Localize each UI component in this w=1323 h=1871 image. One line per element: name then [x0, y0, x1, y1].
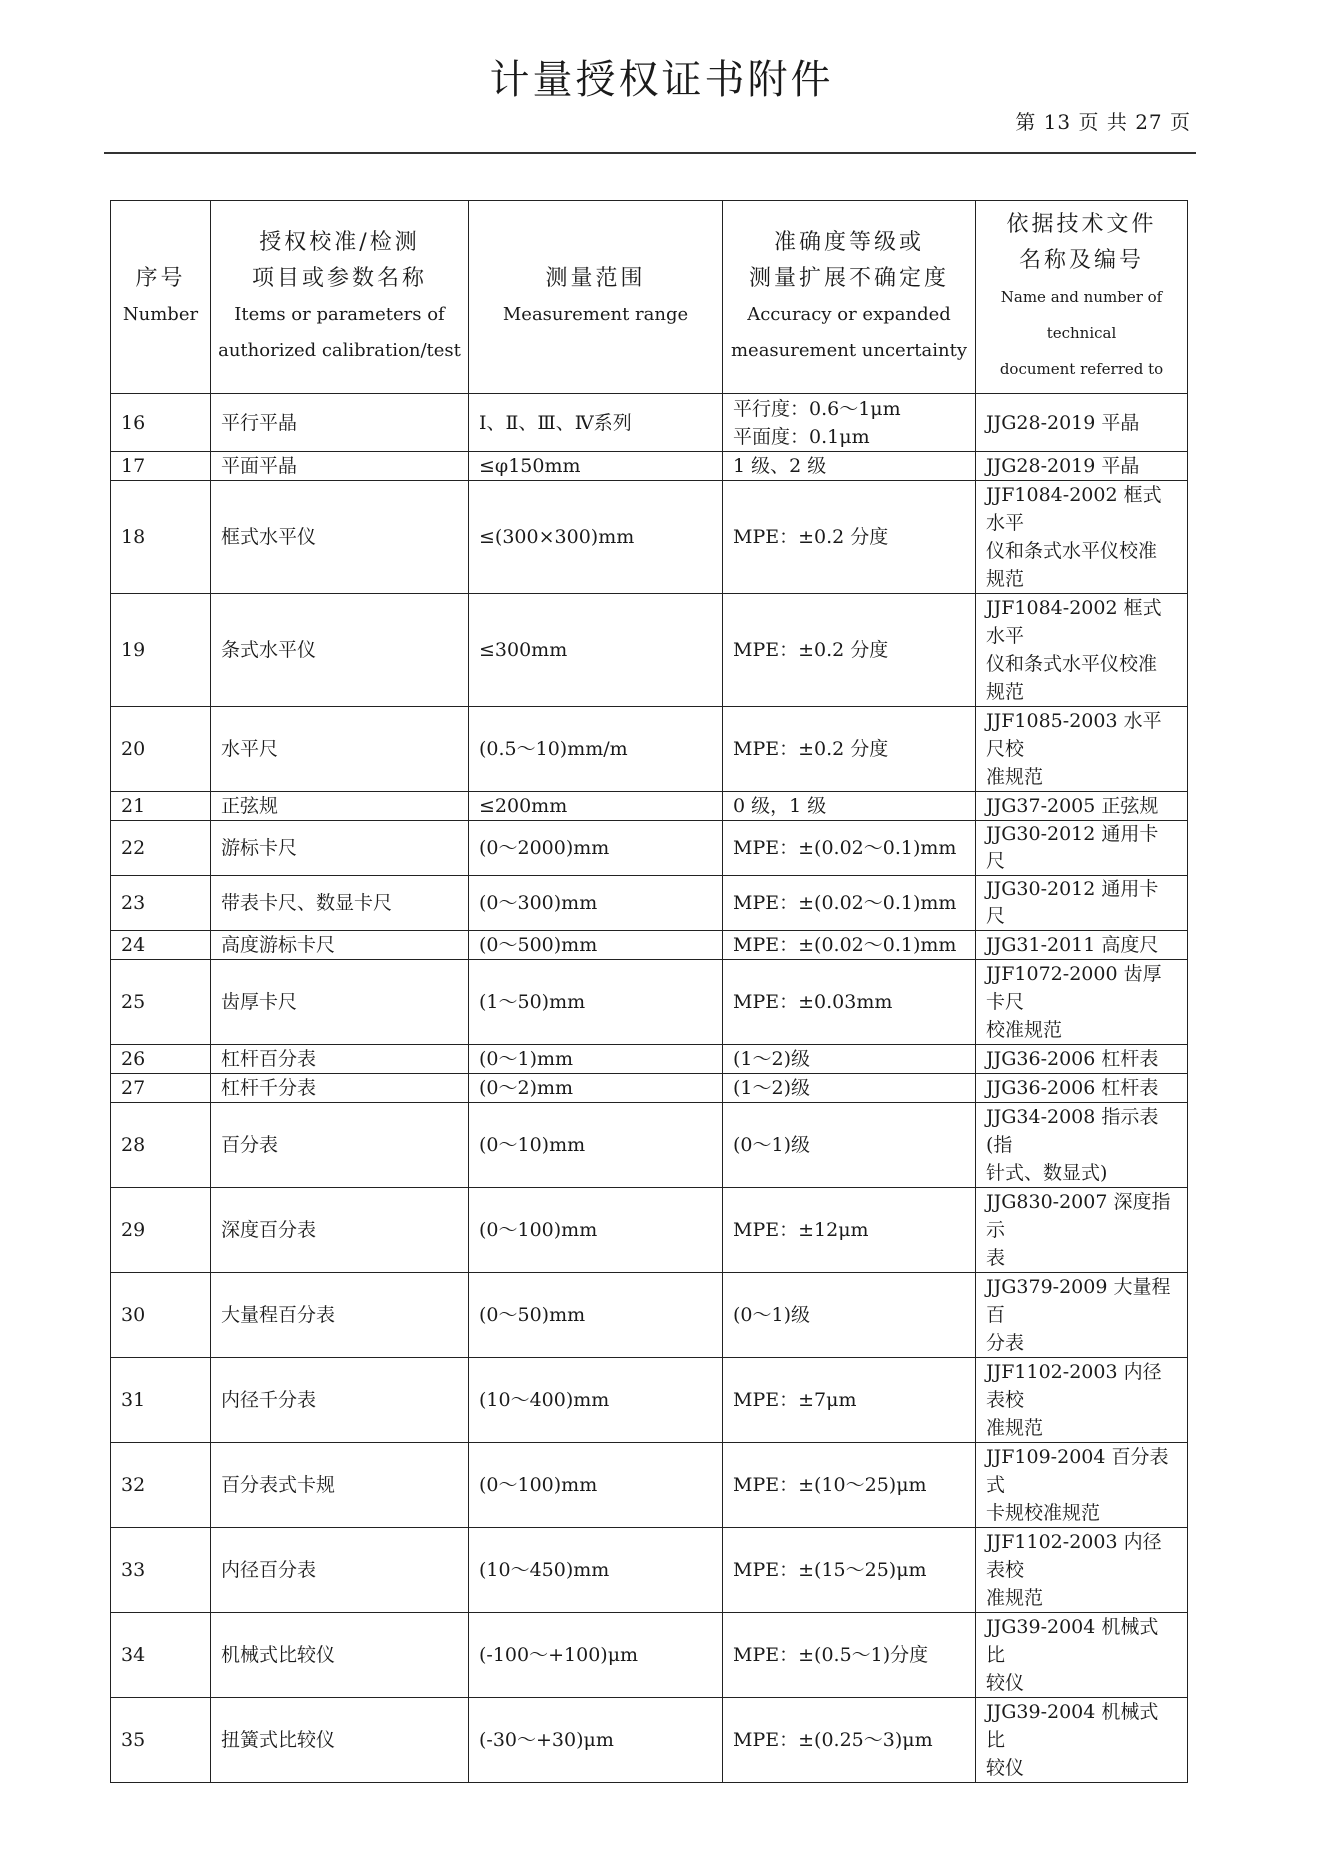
header-item-en-1: Items or parameters of: [234, 304, 445, 325]
cell-measurement-range: ≤200mm: [469, 792, 723, 821]
table-row: [111, 481, 1188, 594]
header-document-en-1: Name and number of: [1000, 288, 1163, 306]
header-document-en-3: document referred to: [999, 360, 1164, 378]
cell-number: 30: [111, 1273, 211, 1358]
cell-reference-document: JJF1102-2003 内径表校 准规范: [976, 1528, 1188, 1613]
cell-reference-document: JJG31-2011 高度尺: [976, 931, 1188, 960]
cell-item-name: 水平尺: [211, 707, 469, 792]
header-range-cn: 测量范围: [545, 266, 646, 291]
header-document: [976, 201, 1188, 394]
cell-item-name: 框式水平仪: [211, 481, 469, 594]
header-number-cn: 序号: [135, 266, 186, 291]
cell-measurement-range: (10～450)mm: [469, 1528, 723, 1613]
cell-item-name: 杠杆千分表: [211, 1074, 469, 1103]
cell-measurement-range: (0～300)mm: [469, 876, 723, 931]
cell-accuracy: MPE：±0.2 分度: [723, 594, 976, 707]
cell-accuracy: (1～2)级: [723, 1074, 976, 1103]
cell-accuracy: MPE：±7μm: [723, 1358, 976, 1443]
cell-accuracy: 平行度：0.6～1μm 平面度：0.1μm: [723, 394, 976, 452]
table-row: [111, 876, 1188, 931]
cell-measurement-range: (0～100)mm: [469, 1443, 723, 1528]
table-row: [111, 821, 1188, 876]
cell-accuracy: MPE：±0.2 分度: [723, 481, 976, 594]
header-number: [111, 201, 211, 394]
cell-measurement-range: (0～1)mm: [469, 1045, 723, 1074]
cell-number: 29: [111, 1188, 211, 1273]
table-row: [111, 594, 1188, 707]
table-row: [111, 1613, 1188, 1698]
table-header-row: [111, 201, 1188, 394]
cell-reference-document: JJG28-2019 平晶: [976, 452, 1188, 481]
cell-accuracy: MPE：±(0.5～1)分度: [723, 1613, 976, 1698]
header-item-cn-1: 授权校准/检测: [259, 230, 420, 255]
cell-item-name: 平行平晶: [211, 394, 469, 452]
cell-measurement-range: (0.5～10)mm/m: [469, 707, 723, 792]
header-item-cn-2: 项目或参数名称: [251, 266, 427, 291]
cell-reference-document: JJG39-2004 机械式比 较仪: [976, 1698, 1188, 1783]
cell-accuracy: MPE：±12μm: [723, 1188, 976, 1273]
header-accuracy-cn-1: 准确度等级或: [773, 230, 924, 255]
cell-accuracy: MPE：±(0.02～0.1)mm: [723, 876, 976, 931]
header-document-en-2: technical: [1046, 324, 1117, 342]
authorization-table: [110, 200, 1188, 1783]
cell-accuracy: 1 级、2 级: [723, 452, 976, 481]
cell-measurement-range: (0～100)mm: [469, 1188, 723, 1273]
cell-accuracy: MPE：±(15～25)μm: [723, 1528, 976, 1613]
cell-measurement-range: ≤(300×300)mm: [469, 481, 723, 594]
table-row: [111, 1443, 1188, 1528]
cell-measurement-range: (-100～+100)μm: [469, 1613, 723, 1698]
cell-number: 25: [111, 960, 211, 1045]
cell-item-name: 深度百分表: [211, 1188, 469, 1273]
cell-item-name: 正弦规: [211, 792, 469, 821]
cell-measurement-range: (0～10)mm: [469, 1103, 723, 1188]
table-row: [111, 1273, 1188, 1358]
cell-reference-document: JJG37-2005 正弦规: [976, 792, 1188, 821]
cell-reference-document: JJG30-2012 通用卡尺: [976, 821, 1188, 876]
table-row: [111, 394, 1188, 452]
header-accuracy-en-2: measurement uncertainty: [730, 340, 968, 361]
cell-accuracy: 0 级，1 级: [723, 792, 976, 821]
cell-accuracy: (0～1)级: [723, 1273, 976, 1358]
cell-item-name: 百分表式卡规: [211, 1443, 469, 1528]
header-accuracy-en-1: Accuracy or expanded: [747, 304, 951, 325]
cell-number: 22: [111, 821, 211, 876]
cell-number: 17: [111, 452, 211, 481]
cell-number: 26: [111, 1045, 211, 1074]
header-divider: [104, 152, 1196, 154]
cell-item-name: 机械式比较仪: [211, 1613, 469, 1698]
cell-number: 23: [111, 876, 211, 931]
cell-reference-document: JJF1072-2000 齿厚卡尺 校准规范: [976, 960, 1188, 1045]
page-title: 计量授权证书附件: [489, 57, 834, 103]
cell-reference-document: JJG28-2019 平晶: [976, 394, 1188, 452]
cell-reference-document: JJF1084-2002 框式水平 仪和条式水平仪校准 规范: [976, 594, 1188, 707]
cell-number: 35: [111, 1698, 211, 1783]
cell-item-name: 游标卡尺: [211, 821, 469, 876]
page-number: 第 13 页 共 27 页: [1015, 110, 1191, 134]
cell-number: 34: [111, 1613, 211, 1698]
header-range: [469, 201, 723, 394]
cell-number: 33: [111, 1528, 211, 1613]
cell-measurement-range: (0～500)mm: [469, 931, 723, 960]
cell-measurement-range: (0～50)mm: [469, 1273, 723, 1358]
cell-measurement-range: ≤φ150mm: [469, 452, 723, 481]
cell-item-name: 齿厚卡尺: [211, 960, 469, 1045]
cell-accuracy: MPE：±(0.02～0.1)mm: [723, 931, 976, 960]
cell-number: 19: [111, 594, 211, 707]
cell-reference-document: JJF109-2004 百分表式 卡规校准规范: [976, 1443, 1188, 1528]
cell-measurement-range: Ⅰ、Ⅱ、Ⅲ、Ⅳ系列: [469, 394, 723, 452]
cell-item-name: 平面平晶: [211, 452, 469, 481]
cell-reference-document: JJG34-2008 指示表(指 针式、数显式): [976, 1103, 1188, 1188]
table-row: [111, 1103, 1188, 1188]
cell-measurement-range: (0～2000)mm: [469, 821, 723, 876]
cell-accuracy: MPE：±0.03mm: [723, 960, 976, 1045]
table-row: [111, 931, 1188, 960]
table-row: [111, 792, 1188, 821]
cell-accuracy: MPE：±(10～25)μm: [723, 1443, 976, 1528]
cell-number: 24: [111, 931, 211, 960]
cell-number: 31: [111, 1358, 211, 1443]
cell-reference-document: JJF1085-2003 水平尺校 准规范: [976, 707, 1188, 792]
cell-item-name: 内径千分表: [211, 1358, 469, 1443]
cell-number: 32: [111, 1443, 211, 1528]
cell-item-name: 扭簧式比较仪: [211, 1698, 469, 1783]
cell-number: 28: [111, 1103, 211, 1188]
header-document-cn-2: 名称及编号: [1018, 248, 1144, 273]
cell-measurement-range: (-30～+30)μm: [469, 1698, 723, 1783]
table-row: [111, 1698, 1188, 1783]
table-body: [111, 394, 1188, 1783]
header-item: [211, 201, 469, 394]
cell-accuracy: MPE：±0.2 分度: [723, 707, 976, 792]
cell-accuracy: (1～2)级: [723, 1045, 976, 1074]
cell-reference-document: JJG379-2009 大量程百 分表: [976, 1273, 1188, 1358]
cell-reference-document: JJG39-2004 机械式比 较仪: [976, 1613, 1188, 1698]
cell-measurement-range: (0～2)mm: [469, 1074, 723, 1103]
cell-reference-document: JJG30-2012 通用卡尺: [976, 876, 1188, 931]
cell-number: 20: [111, 707, 211, 792]
cell-item-name: 内径百分表: [211, 1528, 469, 1613]
header-accuracy-cn-2: 测量扩展不确定度: [748, 266, 949, 291]
cell-measurement-range: (10～400)mm: [469, 1358, 723, 1443]
table-row: [111, 707, 1188, 792]
cell-item-name: 高度游标卡尺: [211, 931, 469, 960]
cell-number: 18: [111, 481, 211, 594]
header-range-en: Measurement range: [502, 304, 689, 325]
cell-number: 16: [111, 394, 211, 452]
cell-reference-document: JJG830-2007 深度指示 表: [976, 1188, 1188, 1273]
table-row: [111, 452, 1188, 481]
cell-reference-document: JJF1102-2003 内径表校 准规范: [976, 1358, 1188, 1443]
header-accuracy: [723, 201, 976, 394]
cell-number: 27: [111, 1074, 211, 1103]
cell-item-name: 带表卡尺、数显卡尺: [211, 876, 469, 931]
cell-measurement-range: (1～50)mm: [469, 960, 723, 1045]
cell-accuracy: (0～1)级: [723, 1103, 976, 1188]
cell-item-name: 条式水平仪: [211, 594, 469, 707]
table-row: [111, 1188, 1188, 1273]
header-document-cn-1: 依据技术文件: [1006, 212, 1157, 237]
header-number-en: Number: [122, 304, 199, 325]
cell-number: 21: [111, 792, 211, 821]
cell-accuracy: MPE：±(0.25～3)μm: [723, 1698, 976, 1783]
cell-reference-document: JJF1084-2002 框式水平 仪和条式水平仪校准 规范: [976, 481, 1188, 594]
table-row: [111, 1528, 1188, 1613]
cell-measurement-range: ≤300mm: [469, 594, 723, 707]
cell-accuracy: MPE：±(0.02～0.1)mm: [723, 821, 976, 876]
table-row: [111, 1074, 1188, 1103]
cell-reference-document: JJG36-2006 杠杆表: [976, 1045, 1188, 1074]
cell-item-name: 大量程百分表: [211, 1273, 469, 1358]
cell-item-name: 百分表: [211, 1103, 469, 1188]
table-row: [111, 960, 1188, 1045]
header-item-en-2: authorized calibration/test: [218, 340, 461, 361]
table-row: [111, 1045, 1188, 1074]
table-row: [111, 1358, 1188, 1443]
cell-reference-document: JJG36-2006 杠杆表: [976, 1074, 1188, 1103]
cell-item-name: 杠杆百分表: [211, 1045, 469, 1074]
